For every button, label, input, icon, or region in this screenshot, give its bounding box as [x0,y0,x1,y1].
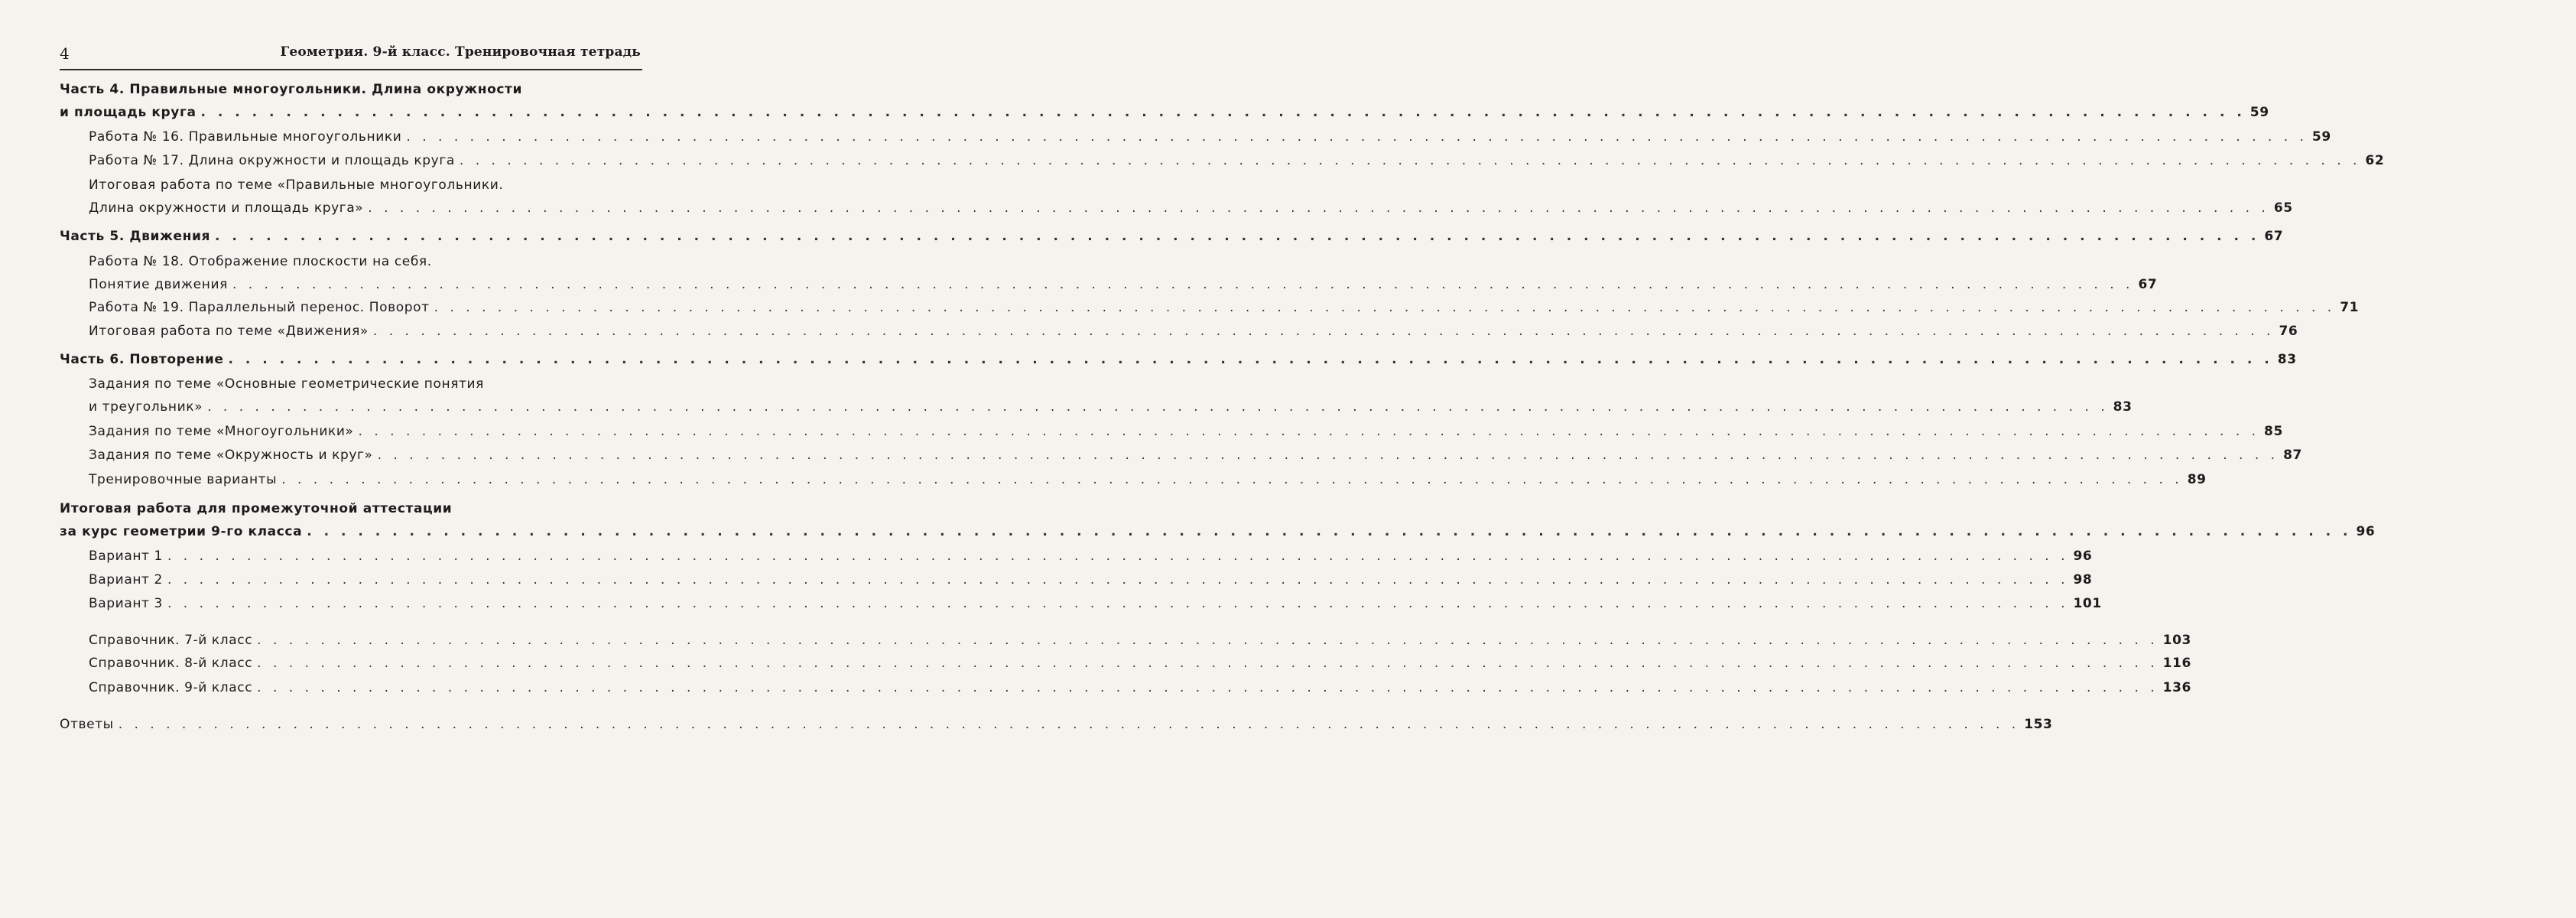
toc-dot-leader: . . . . . . . . . . . . . . . . . . . . . . . . . . . . . . . . . . . . . . . . . . . . . . . . . . . . . . . . . . . . . . . . . . . . . . . . . . . . . . . . . . . . . . . . . . . . . . . . . . . . . . . . . . . . . . . . . . . . . . . . [368,200,2269,216]
toc-entry-page: 67 [2138,277,2158,292]
toc-entry-title: Часть 6. Повторение [60,352,224,367]
toc-entry [60,591,2102,614]
toc-entry [60,371,650,394]
running-head-title: Геометрия. 9-й класс. Тренировочная тетрадь [280,44,641,60]
toc-entry-page: 59 [2250,105,2269,120]
toc-entry-page: 65 [2273,200,2293,216]
toc-entry-page: 101 [2073,596,2102,611]
toc-entry [60,99,2269,122]
toc-entry-title: за курс геометрии 9-го класса [60,524,303,539]
toc-dot-leader: . . . . . . . . . . . . . . . . . . . . . . . . . . . . . . . . . . . . . . . . . . . . . . . . . . . . . . . . . . . . . . . . . . . . . . . . . . . . . . . . . . . . . . . . . . . . . . . . . . . . . . . . . . . . . . . . . . . . . . . . [459,153,2361,168]
toc-entry-title: Работа № 18. Отображение плоскости на себя. [89,254,432,269]
toc-entry-page: 98 [2073,572,2093,588]
toc-entry [60,318,2298,341]
toc-entry-page: 83 [2277,352,2297,367]
toc-entry-title: Вариант 1 [89,549,163,564]
toc-entry [60,148,2385,171]
toc-entry [60,675,2191,698]
toc-dot-leader: . . . . . . . . . . . . . . . . . . . . . . . . . . . . . . . . . . . . . . . . . . . . . . . . . . . . . . . . . . . . . . . . . . . . . . . . . . . . . . . . . . . . . . . . . . . . . . . . . . . . . . . . . . . . . . . . . . . . . . . . [281,472,2183,487]
toc-entry-page: 136 [2162,680,2191,695]
toc-entry [60,249,650,272]
toc-entry-title: Справочник. 8-й класс [89,656,253,671]
toc-dot-leader: . . . . . . . . . . . . . . . . . . . . . . . . . . . . . . . . . . . . . . . . . . . . . . . . . . . . . . . . . . . . . . . . . . . . . . . . . . . . . . . . . . . . . . . . . . . . . . . . . . . . . . . . . . . . . . . . . . . . . . . . [118,717,2020,732]
toc-entry [60,567,2093,590]
toc-dot-leader: . . . . . . . . . . . . . . . . . . . . . . . . . . . . . . . . . . . . . . . . . . . . . . . . . . . . . . . . . . . . . . . . . . . . . . . . . . . . . . . . . . . . . . . . . . . . . . . . . . . . . . . . . . . . . . . . . . . . . . . . [307,524,2352,539]
toc-entry [60,496,650,519]
toc-entry-page: 59 [2311,129,2331,145]
toc-entry-title: Часть 4. Правильные многоугольники. Длина окружности [60,82,523,97]
toc-entry-page: 62 [2365,153,2385,168]
toc-entry-page: 76 [2279,324,2298,339]
toc-entry [60,467,2207,490]
toc-entry-page: 83 [2113,399,2133,415]
toc-entry [60,76,650,99]
toc-entry-page: 71 [2340,300,2360,315]
toc-entry [60,223,2284,246]
toc-dot-leader: . . . . . . . . . . . . . . . . . . . . . . . . . . . . . . . . . . . . . . . . . . . . . . . . . . . . . . . . . . . . . . . . . . . . . . . . . . . . . . . . . . . . . . . . . . . . . . . . . . . . . . . . . . . . . . . . . . . . . . . . [257,656,2159,671]
toc-entry [60,442,2302,465]
toc-entry-title: Ответы [60,717,114,732]
toc-entry-title: Понятие движения [89,277,228,292]
toc-entry-page: 96 [2073,549,2093,564]
toc-dot-leader: . . . . . . . . . . . . . . . . . . . . . . . . . . . . . . . . . . . . . . . . . . . . . . . . . . . . . . . . . . . . . . . . . . . . . . . . . . . . . . . . . . . . . . . . . . . . . . . . . . . . . . . . . . . . . . . . . . . . . . . . [207,399,2109,415]
toc-entry [60,394,2133,417]
page-number: 4 [60,44,70,63]
toc-entry [60,272,2158,295]
toc-entry-title: Справочник. 9-й класс [89,680,253,695]
toc-entry-title: Итоговая работа по теме «Движения» [89,324,369,339]
toc-dot-leader: . . . . . . . . . . . . . . . . . . . . . . . . . . . . . . . . . . . . . . . . . . . . . . . . . . . . . . . . . . . . . . . . . . . . . . . . . . . . . . . . . . . . . . . . . . . . . . . . . . . . . . . . . . . . . . . . . . . . . . . . [372,324,2275,339]
toc-entry-title: Задания по теме «Основные геометрические понятия [89,376,484,392]
toc-entry-title: Задания по теме «Многоугольники» [89,424,354,439]
toc-dot-leader: . . . . . . . . . . . . . . . . . . . . . . . . . . . . . . . . . . . . . . . . . . . . . . . . . . . . . . . . . . . . . . . . . . . . . . . . . . . . . . . . . . . . . . . . . . . . . . . . . . . . . . . . . . . . . . . . . . . . . . . . [167,572,2069,588]
toc-entry-title: Часть 5. Движения [60,229,211,244]
toc-dot-leader: . . . . . . . . . . . . . . . . . . . . . . . . . . . . . . . . . . . . . . . . . . . . . . . . . . . . . . . . . . . . . . . . . . . . . . . . . . . . . . . . . . . . . . . . . . . . . . . . . . . . . . . . . . . . . . . . . . . . . . . . [377,448,2279,463]
toc-entry-page: 153 [2024,717,2053,732]
toc-entry-page: 103 [2162,633,2191,648]
toc-entry-title: Вариант 3 [89,596,163,611]
toc-entry-page: 96 [2356,524,2376,539]
toc-entry-title: Работа № 19. Параллельный перенос. Поворот [89,300,430,315]
toc-entry-page: 85 [2264,424,2283,439]
toc-dot-leader: . . . . . . . . . . . . . . . . . . . . . . . . . . . . . . . . . . . . . . . . . . . . . . . . . . . . . . . . . . . . . . . . . . . . . . . . . . . . . . . . . . . . . . . . . . . . . . . . . . . . . . . . . . . . . . . . . . . . . . . . [257,633,2159,648]
toc-entry-title: Длина окружности и площадь круга» [89,200,364,216]
toc-entry-page: 67 [2264,229,2284,244]
toc-dot-leader: . . . . . . . . . . . . . . . . . . . . . . . . . . . . . . . . . . . . . . . . . . . . . . . . . . . . . . . . . . . . . . . . . . . . . . . . . . . . . . . . . . . . . . . . . . . . . . . . . . . . . . . . . . . . . . . . . . . . . . . . [200,105,2246,120]
toc-entry-title: Работа № 16. Правильные многоугольники [89,129,402,145]
toc-entry [60,650,2191,673]
toc-entry [60,711,2053,734]
header-rule [60,69,642,70]
toc-entry-title: Задания по теме «Окружность и круг» [89,448,373,463]
toc-entry [60,295,2360,317]
toc-dot-leader: . . . . . . . . . . . . . . . . . . . . . . . . . . . . . . . . . . . . . . . . . . . . . . . . . . . . . . . . . . . . . . . . . . . . . . . . . . . . . . . . . . . . . . . . . . . . . . . . . . . . . . . . . . . . . . . . . . . . . . . . [257,680,2159,695]
toc-entry [60,418,2283,441]
toc-entry-title: Вариант 2 [89,572,163,588]
toc-dot-leader: . . . . . . . . . . . . . . . . . . . . . . . . . . . . . . . . . . . . . . . . . . . . . . . . . . . . . . . . . . . . . . . . . . . . . . . . . . . . . . . . . . . . . . . . . . . . . . . . . . . . . . . . . . . . . . . . . . . . . . . . [434,300,2336,315]
toc-entry-title: и площадь круга [60,105,197,120]
toc-entry-title: Итоговая работа для промежуточной аттестации [60,501,453,516]
toc-entry-title: Работа № 17. Длина окружности и площадь круга [89,153,455,168]
toc-dot-leader: . . . . . . . . . . . . . . . . . . . . . . . . . . . . . . . . . . . . . . . . . . . . . . . . . . . . . . . . . . . . . . . . . . . . . . . . . . . . . . . . . . . . . . . . . . . . . . . . . . . . . . . . . . . . . . . . . . . . . . . . [232,277,2134,292]
toc-entry-page: 116 [2162,656,2191,671]
toc-entry [60,519,2376,542]
toc-entry [60,172,650,195]
toc-entry-page: 89 [2187,472,2207,487]
toc-dot-leader: . . . . . . . . . . . . . . . . . . . . . . . . . . . . . . . . . . . . . . . . . . . . . . . . . . . . . . . . . . . . . . . . . . . . . . . . . . . . . . . . . . . . . . . . . . . . . . . . . . . . . . . . . . . . . . . . . . . . . . . . [406,129,2308,145]
toc-entry-title: Итоговая работа по теме «Правильные многоугольники. [89,177,504,193]
toc-entry [60,124,2331,147]
toc-dot-leader: . . . . . . . . . . . . . . . . . . . . . . . . . . . . . . . . . . . . . . . . . . . . . . . . . . . . . . . . . . . . . . . . . . . . . . . . . . . . . . . . . . . . . . . . . . . . . . . . . . . . . . . . . . . . . . . . . . . . . . . . [228,352,2273,367]
toc-dot-leader: . . . . . . . . . . . . . . . . . . . . . . . . . . . . . . . . . . . . . . . . . . . . . . . . . . . . . . . . . . . . . . . . . . . . . . . . . . . . . . . . . . . . . . . . . . . . . . . . . . . . . . . . . . . . . . . . . . . . . . . . [358,424,2260,439]
toc-entry-title: Тренировочные варианты [89,472,278,487]
toc-dot-leader: . . . . . . . . . . . . . . . . . . . . . . . . . . . . . . . . . . . . . . . . . . . . . . . . . . . . . . . . . . . . . . . . . . . . . . . . . . . . . . . . . . . . . . . . . . . . . . . . . . . . . . . . . . . . . . . . . . . . . . . . [215,229,2260,244]
toc-entry [60,195,2293,218]
toc-dot-leader: . . . . . . . . . . . . . . . . . . . . . . . . . . . . . . . . . . . . . . . . . . . . . . . . . . . . . . . . . . . . . . . . . . . . . . . . . . . . . . . . . . . . . . . . . . . . . . . . . . . . . . . . . . . . . . . . . . . . . . . . [167,549,2069,564]
toc-entry [60,347,2297,369]
toc-entry-title: Справочник. 7-й класс [89,633,253,648]
toc-entry [60,627,2191,650]
toc-entry-title: и треугольник» [89,399,203,415]
toc-entry-page: 87 [2283,448,2302,463]
toc-dot-leader: . . . . . . . . . . . . . . . . . . . . . . . . . . . . . . . . . . . . . . . . . . . . . . . . . . . . . . . . . . . . . . . . . . . . . . . . . . . . . . . . . . . . . . . . . . . . . . . . . . . . . . . . . . . . . . . . . . . . . . . . [167,596,2069,611]
toc-entry [60,543,2093,566]
